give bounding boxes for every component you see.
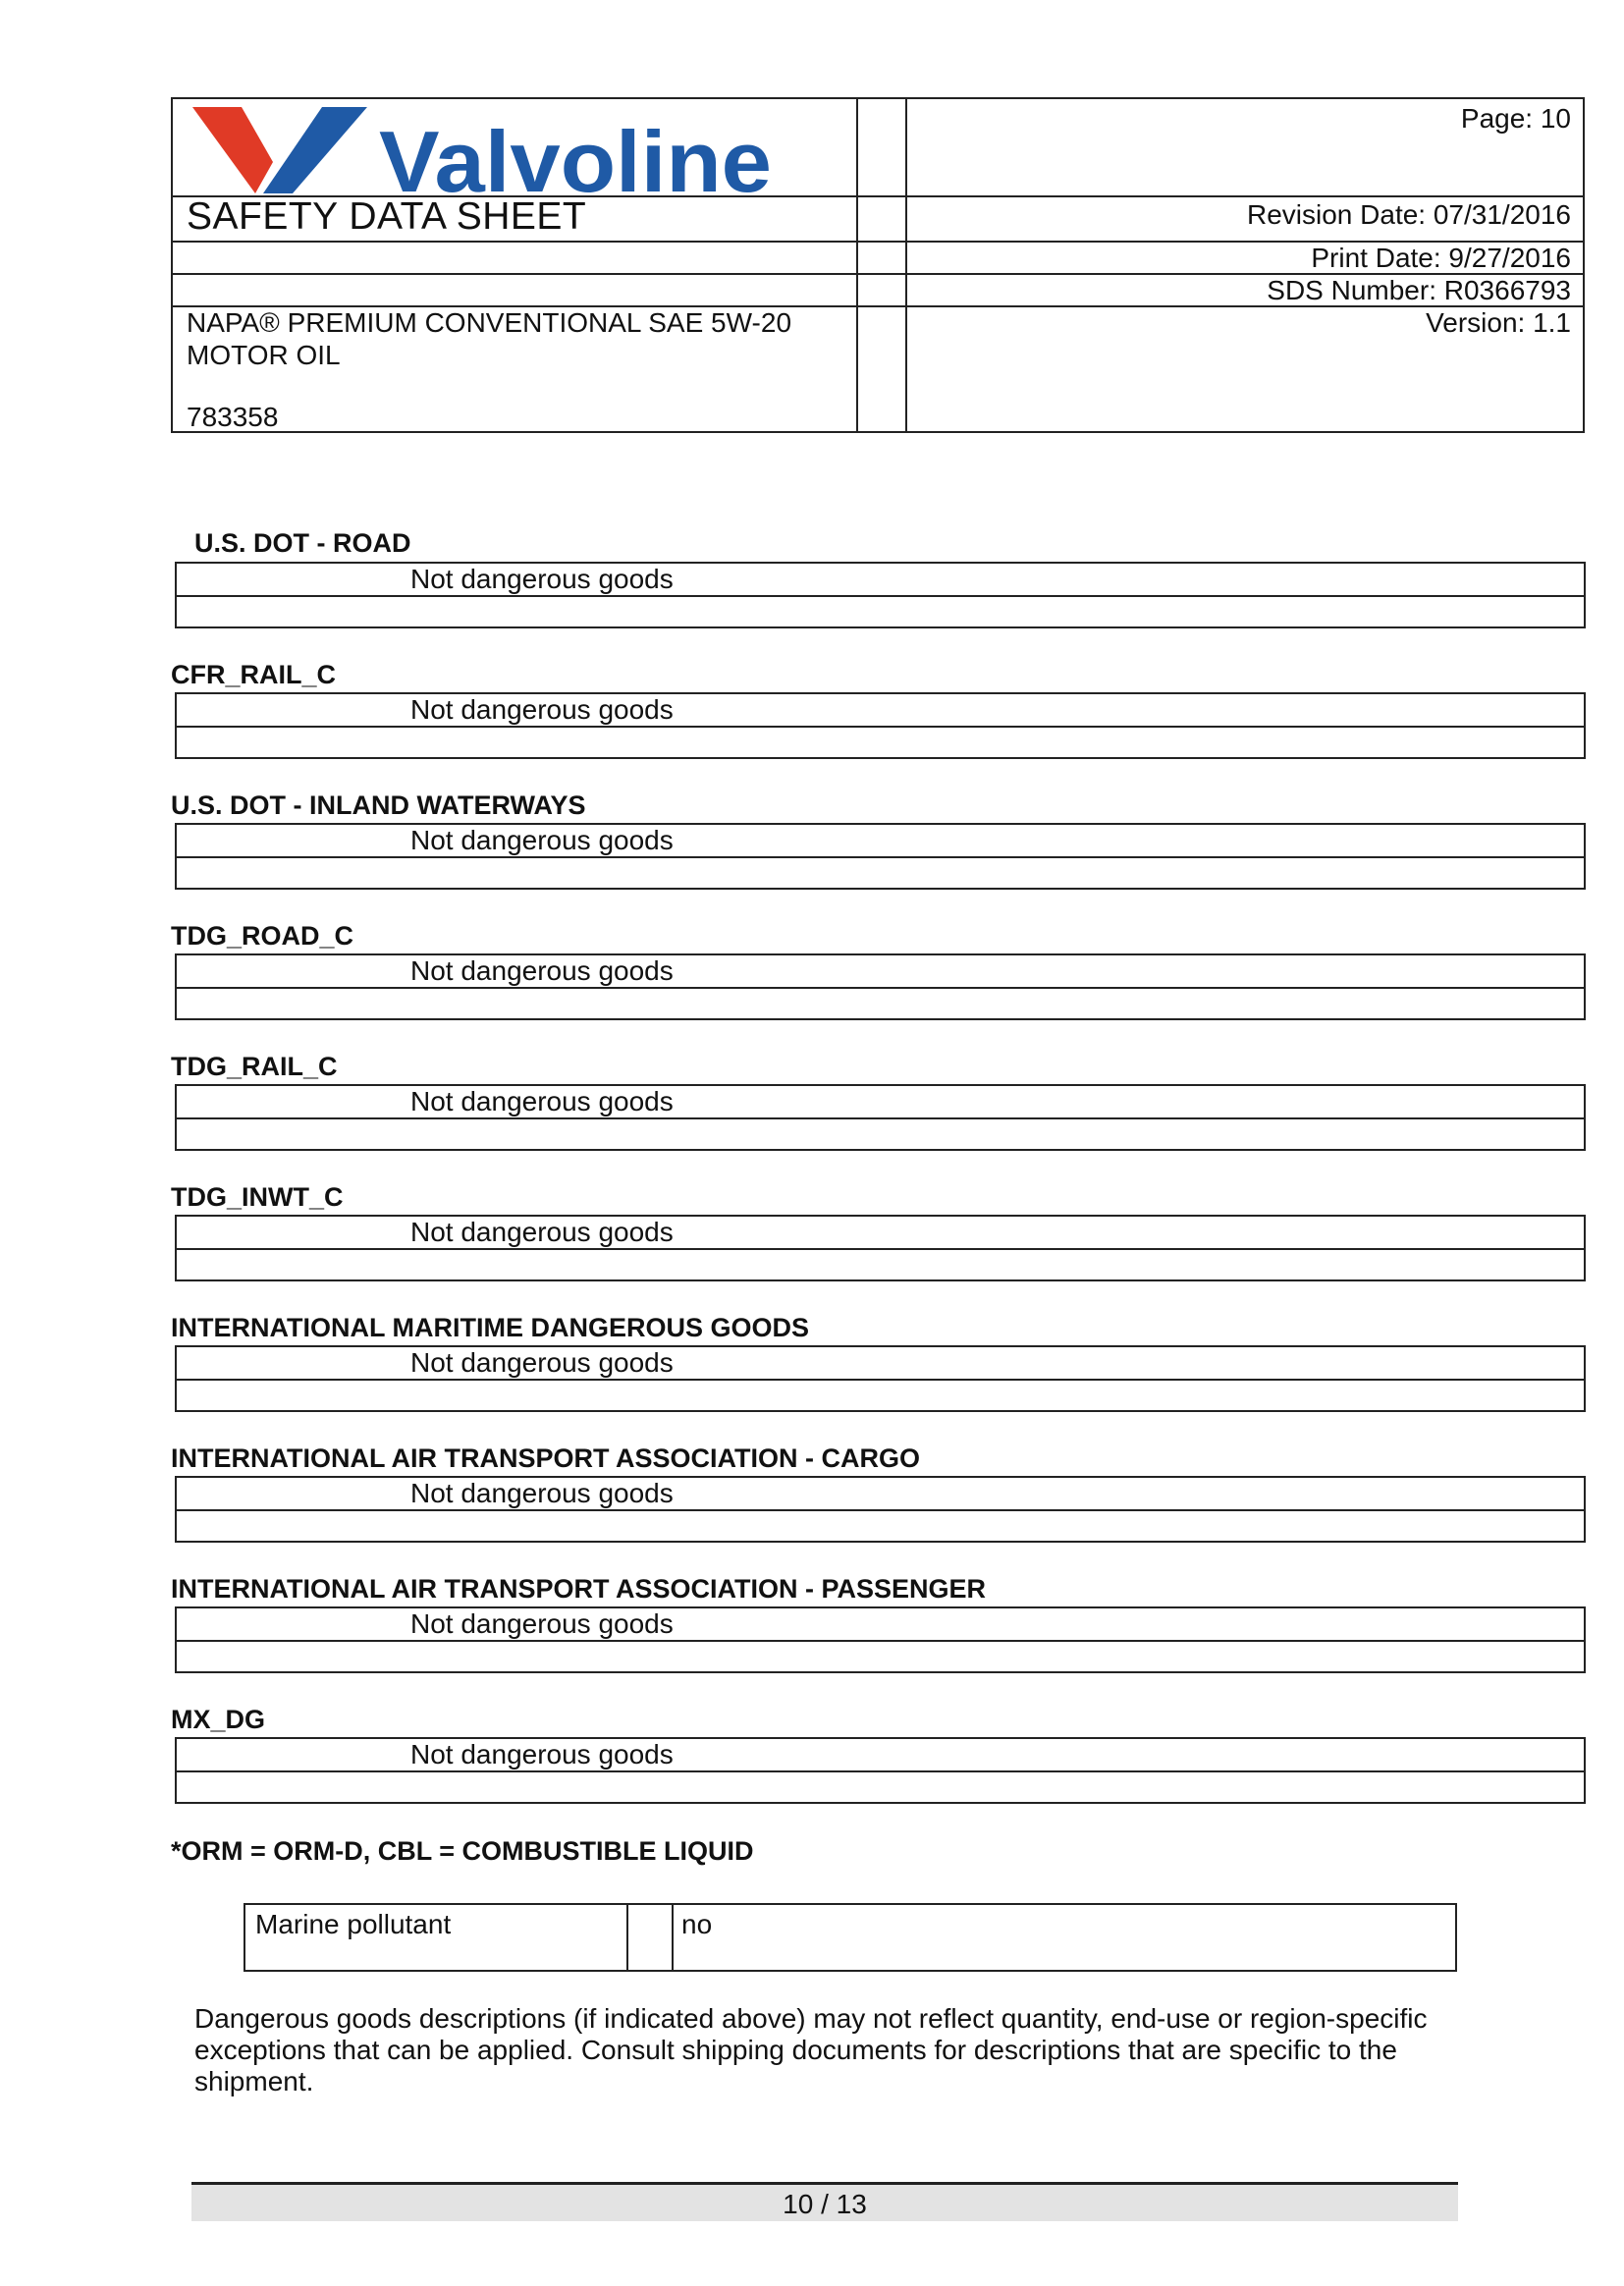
disclaimer-text: Dangerous goods descriptions (if indicated above) may not reflect quantity, end-use or region-specific exceptions that can be applied. Consult shipping documents for descriptions that are specific to the shipment. <box>194 2003 1428 2096</box>
product-name-line2: MOTOR OIL <box>187 340 341 370</box>
section-box-mx-dg <box>175 1737 1586 1804</box>
section-divider <box>175 856 1584 858</box>
section-value: Not dangerous goods <box>410 1086 674 1116</box>
section-title-inland-waterways: U.S. DOT - INLAND WATERWAYS <box>171 790 586 820</box>
logo-wordmark: Valvoline <box>379 113 772 197</box>
column-divider-2 <box>905 99 907 431</box>
section-value: Not dangerous goods <box>410 1217 674 1247</box>
section-divider <box>175 595 1584 597</box>
section-value: Not dangerous goods <box>410 825 674 855</box>
section-divider <box>175 1379 1584 1381</box>
section-box-cfr-rail <box>175 692 1586 759</box>
marine-pollutant-table <box>244 1903 1457 1972</box>
section-divider <box>175 1640 1584 1642</box>
section-box-iata-cargo <box>175 1476 1586 1543</box>
valvoline-logo <box>192 103 782 197</box>
section-value: Not dangerous goods <box>410 1478 674 1508</box>
table-divider-1 <box>626 1905 628 1970</box>
product-code: 783358 <box>187 402 279 432</box>
document-header <box>171 97 1585 433</box>
marine-pollutant-label: Marine pollutant <box>255 1909 452 1939</box>
section-box-inland-waterways <box>175 823 1586 890</box>
section-divider <box>175 1117 1584 1119</box>
section-box-tdg-road <box>175 953 1586 1020</box>
product-name-line1: NAPA® PREMIUM CONVENTIONAL SAE 5W-20 <box>187 307 792 338</box>
section-title-iata-passenger: INTERNATIONAL AIR TRANSPORT ASSOCIATION - PASSENGER <box>171 1574 987 1604</box>
section-title-cfr-rail: CFR_RAIL_C <box>171 660 337 689</box>
section-title-mx-dg: MX_DG <box>171 1705 266 1734</box>
section-title-us-dot-road: U.S. DOT - ROAD <box>194 528 411 558</box>
section-title-iata-cargo: INTERNATIONAL AIR TRANSPORT ASSOCIATION - CARGO <box>171 1443 920 1473</box>
page-count: 10 / 13 <box>783 2189 867 2219</box>
section-title-tdg-inwt: TDG_INWT_C <box>171 1182 344 1212</box>
section-divider <box>175 1509 1584 1511</box>
orm-note: *ORM = ORM-D, CBL = COMBUSTIBLE LIQUID <box>171 1836 754 1866</box>
logo-red-chevron <box>192 107 273 193</box>
section-box-tdg-inwt <box>175 1215 1586 1281</box>
section-box-imdg <box>175 1345 1586 1412</box>
section-divider <box>175 1248 1584 1250</box>
column-divider-1 <box>856 99 858 431</box>
section-divider <box>175 1770 1584 1772</box>
section-value: Not dangerous goods <box>410 955 674 986</box>
section-title-tdg-rail: TDG_RAIL_C <box>171 1052 338 1081</box>
section-value: Not dangerous goods <box>410 1739 674 1769</box>
document-title: SAFETY DATA SHEET <box>187 195 587 238</box>
section-value: Not dangerous goods <box>410 564 674 594</box>
revision-date: Revision Date: 07/31/2016 <box>1247 199 1571 230</box>
section-box-tdg-rail <box>175 1084 1586 1151</box>
section-divider <box>175 987 1584 989</box>
page-footer <box>191 2182 1458 2221</box>
section-box-iata-passenger <box>175 1606 1586 1673</box>
table-divider-2 <box>672 1905 674 1970</box>
marine-pollutant-value: no <box>681 1909 713 1939</box>
page-number: Page: 10 <box>1460 103 1571 134</box>
version: Version: 1.1 <box>1426 307 1571 338</box>
sds-number: SDS Number: R0366793 <box>1267 275 1571 305</box>
section-title-imdg: INTERNATIONAL MARITIME DANGEROUS GOODS <box>171 1313 810 1342</box>
section-value: Not dangerous goods <box>410 1347 674 1378</box>
section-box-us-dot-road <box>175 562 1586 628</box>
section-value: Not dangerous goods <box>410 694 674 725</box>
logo-blue-chevron <box>263 107 367 193</box>
section-divider <box>175 726 1584 728</box>
section-title-tdg-road: TDG_ROAD_C <box>171 921 354 951</box>
print-date: Print Date: 9/27/2016 <box>1311 243 1571 273</box>
section-value: Not dangerous goods <box>410 1608 674 1639</box>
